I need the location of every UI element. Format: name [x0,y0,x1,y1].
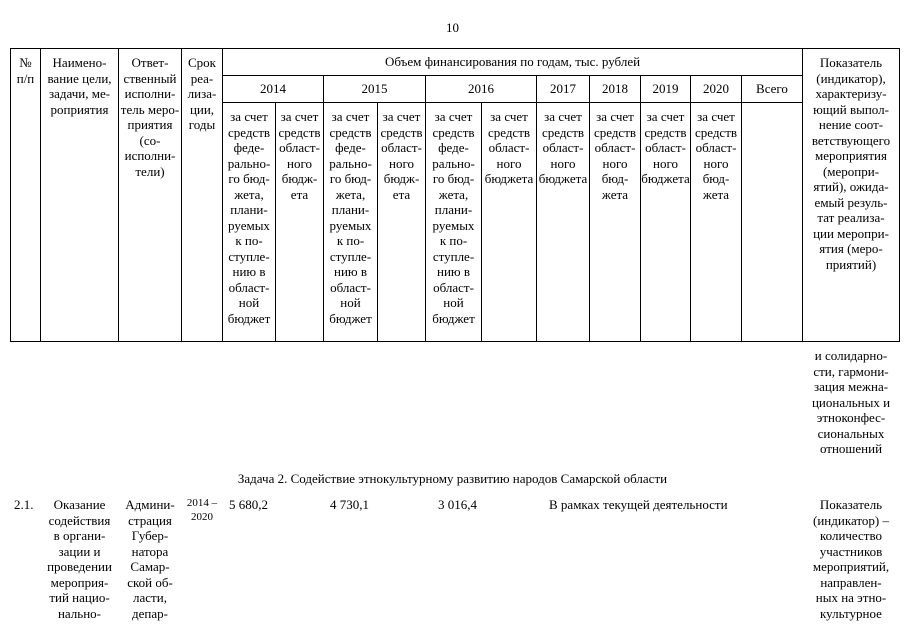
header-year-2014: 2014 [260,81,286,96]
header-year-2020: 2020 [703,81,729,96]
row-responsible: Админи- страция Губер- натора Самар- ской об- ласти, депар- [125,497,175,621]
row-number: 2.1. [14,497,34,512]
header-year-2018: 2018 [602,81,628,96]
subheader-2017-regional: за счет средств област- ного бюджета [538,109,588,186]
row-measure-name: Оказание содействия в органи- зации и проведении мероприя- тий нацио- нально- [47,497,112,621]
header-col-responsible: Ответ- ственный исполни- тель меро- приятия (со- исполни- тели) [120,55,180,179]
page-number: 10 [446,20,459,35]
subheader-2016-regional: за счет средств област- ного бюджета [484,109,534,186]
row-value-2015: 4 730,1 [330,497,369,512]
subheader-2018-regional: за счет средств област- ного бюд- жета [593,109,637,202]
subheader-2015-regional: за счет средств област- ного бюдж- ета [380,109,423,202]
row-value-2016: 3 016,4 [438,497,477,512]
header-year-2017: 2017 [550,81,576,96]
subheader-2016-federal: за счет средств феде- рально- го бюд- жета, плани- руемых к по- ступле- нию в област- ной бюджет [432,109,475,326]
header-year-2016: 2016 [468,81,494,96]
header-year-2019: 2019 [652,81,679,96]
subheader-2014-regional: за счет средств област- ного бюдж- ета [278,109,321,202]
row-note: В рамках текущей деятельности [549,497,728,512]
header-year-2015: 2015 [361,81,388,96]
indicator-continuation: и солидарно- сти, гармони- зация межна- циональных и этноконфес- сиональных отношений [811,348,891,456]
subheader-2019-regional: за счет средств област- ного бюджета [641,109,690,186]
header-col-num: № п/п [16,55,35,86]
task-title: Задача 2. Содействие этнокультурному развитию народов Самарской области [237,471,668,486]
header-funding-title: Объем финансирования по годам, тыс. рублей [384,54,641,69]
header-col-name: Наимено- вание цели, задачи, ме- роприятия [47,55,112,117]
header-total: Всего [756,81,788,96]
header-col-term: Срок реа- лиза- ции, годы [187,55,217,132]
header-col-indicator: Показатель (индикатор), характеризу- ющий выпол- нение соот- ветствующего мероприятия (меропри- ятий), ожида- емый резуль- тат реализа- ции меропри- ятия (меро- приятий) [811,55,891,272]
row-value-2014: 5 680,2 [229,497,268,512]
subheader-2020-regional: за счет средств област- ного бюд- жета [694,109,738,202]
row-indicator: Показатель (индикатор) – количество участников мероприятий, направлен- ных на этно- культурное [812,497,890,621]
subheader-2015-federal: за счет средств феде- рально- го бюд- жета, плани- руемых к по- ступле- нию в област- ной бюджет [329,109,372,326]
subheader-2014-federal: за счет средств феде- рально- го бюд- жета, плани- руемых к по- ступле- нию в област- ной бюджет [227,109,271,326]
row-term: 2014 – 2020 [186,497,218,523]
